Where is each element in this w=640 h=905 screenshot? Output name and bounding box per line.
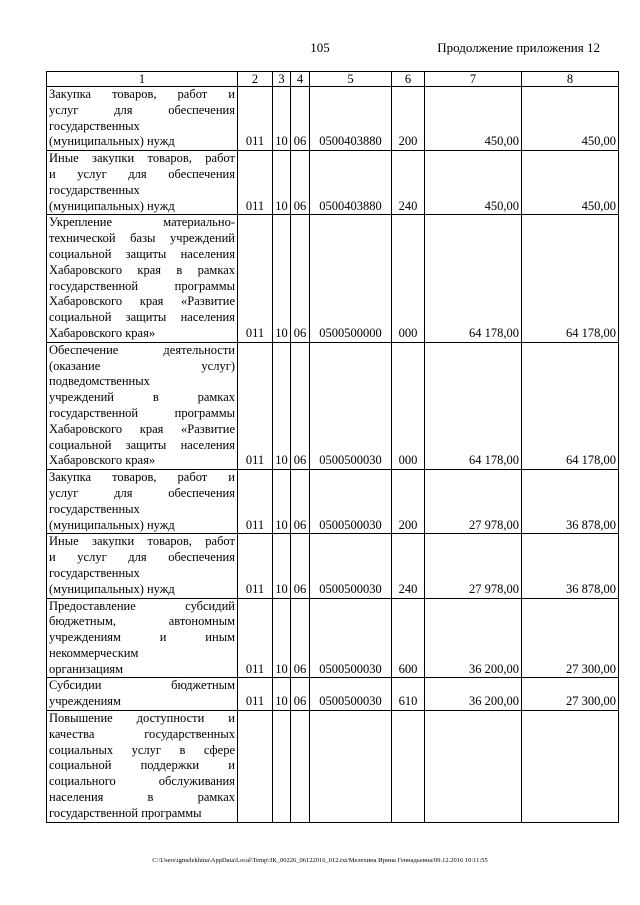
target-article-code: 0500500030 [310, 470, 392, 534]
row-name-line: социальной защиты населения [49, 310, 235, 325]
row-name-line: социальной защиты населения [49, 246, 235, 261]
row-name-line: государственной программы [49, 405, 235, 420]
section-code [273, 711, 291, 823]
row-name-line: бюджетным, автономным [49, 614, 235, 629]
row-name-line: Хабаровского края «Развитие [49, 421, 235, 436]
subsection-code: 06 [291, 151, 310, 215]
section-code: 10 [273, 87, 291, 151]
row-name-line: некоммерческим [49, 645, 139, 660]
row-name-line: организациям [49, 661, 124, 676]
subsection-code: 06 [291, 87, 310, 151]
row-name-line: государственных [49, 501, 140, 516]
section-code: 10 [273, 598, 291, 678]
row-name-line: государственных [49, 118, 140, 133]
amount-year-2: 450,00 [522, 87, 619, 151]
target-article-code: 0500403880 [310, 87, 392, 151]
row-name-line: Хабаровского края» [49, 325, 156, 340]
row-name-line: Хабаровского края «Развитие [49, 294, 235, 309]
subsection-code: 06 [291, 598, 310, 678]
expense-type-code: 610 [392, 678, 425, 711]
amount-year-1: 27 978,00 [425, 470, 522, 534]
row-name-line: Укрепление материально- [49, 215, 235, 230]
section-code: 10 [273, 534, 291, 598]
table-row [47, 87, 619, 151]
column-header-4: 4 [291, 72, 310, 87]
amount-year-1: 27 978,00 [425, 534, 522, 598]
row-name-line: учреждений в рамках [49, 390, 235, 405]
target-article-code: 0500500030 [310, 534, 392, 598]
expense-type-code [392, 711, 425, 823]
row-name-line: технической базы учреждений [49, 231, 235, 246]
row-name-line: социальной поддержки и [49, 758, 235, 773]
amount-year-1: 450,00 [425, 87, 522, 151]
row-name-line: учреждениям и иным [49, 630, 235, 645]
table-body [47, 87, 619, 823]
column-header-8: 8 [522, 72, 619, 87]
table-row [47, 215, 619, 342]
department-code: 011 [238, 215, 273, 342]
section-code: 10 [273, 342, 291, 469]
expense-type-code: 600 [392, 598, 425, 678]
expense-type-code: 200 [392, 87, 425, 151]
section-code: 10 [273, 215, 291, 342]
row-name [47, 151, 238, 215]
table-row [47, 470, 619, 534]
amount-year-2: 64 178,00 [522, 215, 619, 342]
row-name-line: услуг для обеспечения [49, 485, 235, 500]
column-header-3: 3 [273, 72, 291, 87]
target-article-code: 0500500030 [310, 342, 392, 469]
row-name [47, 470, 238, 534]
row-name-line: учреждениям [49, 694, 121, 709]
row-name-line: Закупка товаров, работ и [49, 470, 235, 485]
target-article-code: 0500403880 [310, 151, 392, 215]
row-name-line: и услуг для обеспечения [49, 166, 235, 181]
row-name-line: подведомственных [49, 374, 150, 389]
department-code: 011 [238, 598, 273, 678]
row-name-line: социальной защиты населения [49, 437, 235, 452]
row-name-line: (муниципальных) нужд [49, 581, 175, 596]
amount-year-2: 450,00 [522, 151, 619, 215]
column-header-6: 6 [392, 72, 425, 87]
row-name [47, 342, 238, 469]
row-name-line: социального обслуживания [49, 774, 235, 789]
row-name-line: (оказание услуг) [49, 358, 235, 373]
row-name [47, 215, 238, 342]
row-name-line: Иные закупки товаров, работ [49, 151, 235, 166]
row-name-line: социальных услуг в сфере [49, 742, 235, 757]
department-code: 011 [238, 534, 273, 598]
row-name-line: (муниципальных) нужд [49, 198, 175, 213]
amount-year-2: 64 178,00 [522, 342, 619, 469]
subsection-code: 06 [291, 534, 310, 598]
table-row [47, 342, 619, 469]
row-name [47, 598, 238, 678]
department-code: 011 [238, 342, 273, 469]
table-row [47, 534, 619, 598]
row-name-line: Иные закупки товаров, работ [49, 534, 235, 549]
row-name-line: государственных [49, 565, 140, 580]
department-code: 011 [238, 87, 273, 151]
subsection-code: 06 [291, 678, 310, 711]
row-name [47, 678, 238, 711]
subsection-code: 06 [291, 470, 310, 534]
section-code: 10 [273, 151, 291, 215]
column-header-1: 1 [47, 72, 238, 87]
amount-year-1: 36 200,00 [425, 598, 522, 678]
footer-file-path: C:\Users\igmelekhina\AppData\Local\Temp\ЗК_00226_06122016_012.txt/Мелехина Ирина Геннадьевна/09.12.2016 10:11:55 [152, 857, 488, 864]
amount-year-1: 36 200,00 [425, 678, 522, 711]
row-name [47, 711, 238, 823]
row-name-line: Обеспечение деятельности [49, 342, 235, 357]
row-name-line: (муниципальных) нужд [49, 134, 175, 149]
row-name-line: качества государственных [49, 726, 235, 741]
row-name [47, 534, 238, 598]
table-header-row [47, 72, 619, 87]
subsection-code: 06 [291, 215, 310, 342]
budget-table [46, 71, 619, 823]
row-name-line: (муниципальных) нужд [49, 517, 175, 532]
row-name-line: Предоставление субсидий [49, 598, 235, 613]
department-code: 011 [238, 151, 273, 215]
amount-year-2 [522, 711, 619, 823]
department-code: 011 [238, 678, 273, 711]
row-name-line: Субсидии бюджетным [49, 678, 235, 693]
column-header-2: 2 [238, 72, 273, 87]
target-article-code: 0500500030 [310, 678, 392, 711]
amount-year-1: 450,00 [425, 151, 522, 215]
row-name [47, 87, 238, 151]
target-article-code [310, 711, 392, 823]
row-name-line: Хабаровского края» [49, 453, 156, 468]
section-code: 10 [273, 470, 291, 534]
table-row [47, 678, 619, 711]
column-header-7: 7 [425, 72, 522, 87]
row-name-line: и услуг для обеспечения [49, 550, 235, 565]
table-row [47, 598, 619, 678]
row-name-line: государственной программы [49, 805, 202, 820]
department-code [238, 711, 273, 823]
amount-year-2: 36 878,00 [522, 470, 619, 534]
row-name-line: услуг для обеспечения [49, 102, 235, 117]
row-name-line: государственной программы [49, 278, 235, 293]
expense-type-code: 000 [392, 215, 425, 342]
row-name-line: населения в рамках [49, 790, 235, 805]
column-header-5: 5 [310, 72, 392, 87]
appendix-continuation-label: Продолжение приложения 12 [437, 40, 600, 55]
row-name-line: Хабаровского края в рамках [49, 262, 235, 277]
row-name-line: Повышение доступности и [49, 711, 235, 726]
section-code: 10 [273, 678, 291, 711]
amount-year-2: 36 878,00 [522, 534, 619, 598]
amount-year-1 [425, 711, 522, 823]
target-article-code: 0500500000 [310, 215, 392, 342]
department-code: 011 [238, 470, 273, 534]
amount-year-2: 27 300,00 [522, 598, 619, 678]
amount-year-2: 27 300,00 [522, 678, 619, 711]
row-name-line: Закупка товаров, работ и [49, 87, 235, 101]
target-article-code: 0500500030 [310, 598, 392, 678]
expense-type-code: 240 [392, 534, 425, 598]
page-number: 105 [310, 40, 330, 55]
table-row [47, 711, 619, 823]
table-row [47, 151, 619, 215]
row-name-line: государственных [49, 182, 140, 197]
amount-year-1: 64 178,00 [425, 342, 522, 469]
amount-year-1: 64 178,00 [425, 215, 522, 342]
subsection-code [291, 711, 310, 823]
expense-type-code: 200 [392, 470, 425, 534]
subsection-code: 06 [291, 342, 310, 469]
expense-type-code: 240 [392, 151, 425, 215]
expense-type-code: 000 [392, 342, 425, 469]
